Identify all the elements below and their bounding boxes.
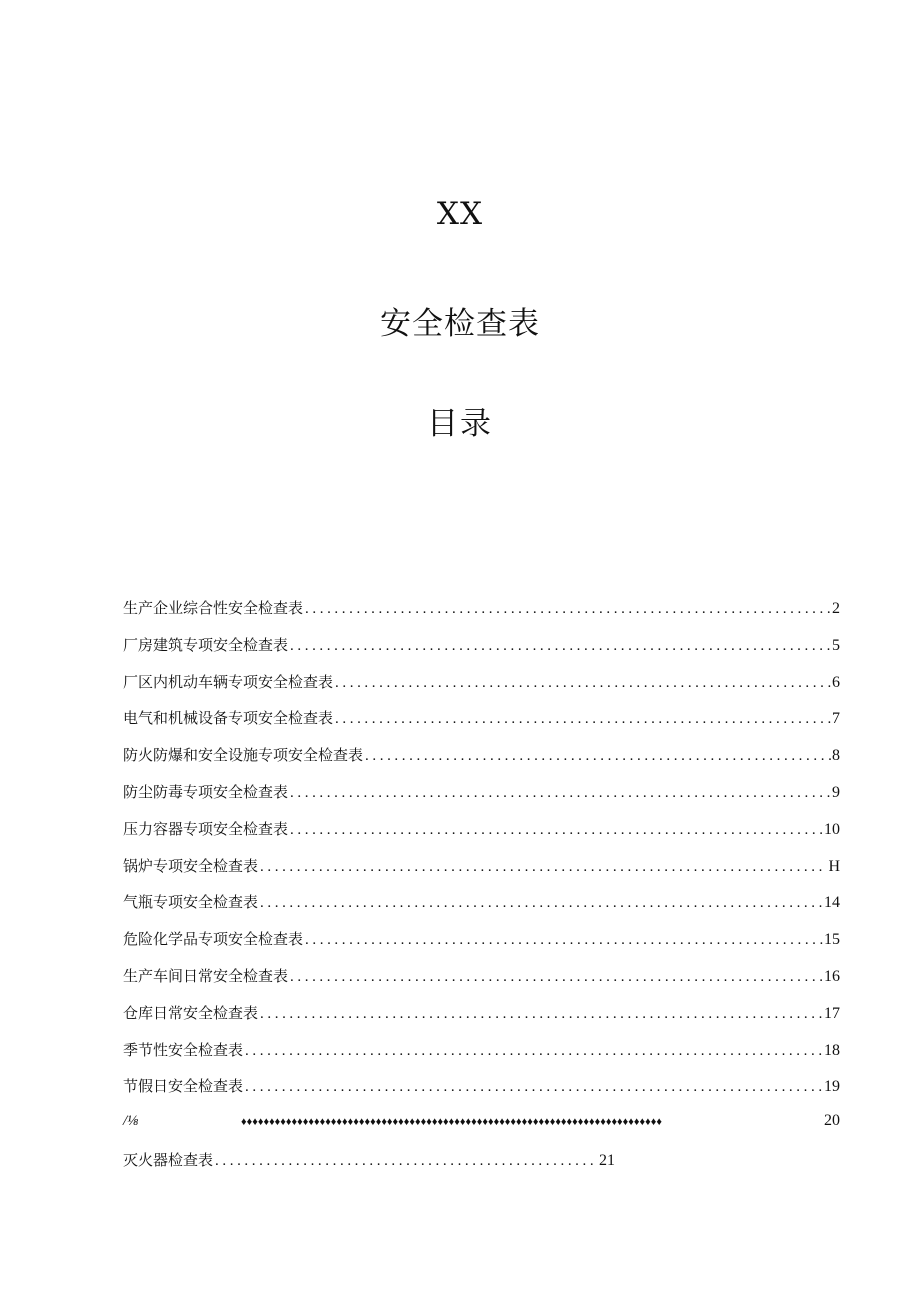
toc-entry[interactable] xyxy=(123,1075,840,1112)
toc-entry-page: 14 xyxy=(824,894,840,912)
toc-entry[interactable] xyxy=(123,671,840,708)
toc-dot-leader xyxy=(260,1006,823,1023)
toc-entry[interactable] xyxy=(123,928,840,965)
toc-entry-label: 灭火器检查表 xyxy=(123,1150,214,1169)
toc-entry-page: 17 xyxy=(824,1004,840,1022)
toc-entry-page: 16 xyxy=(824,967,840,985)
toc-entry[interactable] xyxy=(123,891,840,928)
toc-entry-label: 厂区内机动车辆专项安全检查表 xyxy=(123,672,334,691)
toc-heading: 目录 xyxy=(427,406,493,442)
toc-entry-page: 8 xyxy=(832,747,840,765)
toc-entry-label: 气瓶专项安全检查表 xyxy=(123,893,259,912)
toc-dot-leader xyxy=(290,969,823,986)
toc-entry-label: 防尘防毒专项安全检查表 xyxy=(123,782,289,801)
toc-dot-leader xyxy=(335,675,831,692)
toc-dot-leader xyxy=(245,1043,823,1060)
toc-entry-page: 5 xyxy=(832,636,840,654)
toc-entry[interactable] xyxy=(123,1002,840,1039)
toc-entry-page: H xyxy=(828,857,840,875)
toc-dot-leader xyxy=(215,1153,598,1170)
toc-entry-label: 季节性安全检查表 xyxy=(123,1040,244,1059)
toc-entry-page: 6 xyxy=(832,673,840,691)
toc-entry-label: /⅛ xyxy=(123,1113,139,1130)
toc-entry-page: 10 xyxy=(824,820,840,838)
toc-entry-label: 压力容器专项安全检查表 xyxy=(123,819,289,838)
toc-entry[interactable] xyxy=(123,744,840,781)
toc-entry-label: 厂房建筑专项安全检查表 xyxy=(123,635,289,654)
document-title: XX xyxy=(436,196,484,232)
toc-entry-page: 15 xyxy=(824,931,840,949)
toc-dot-leader xyxy=(245,1079,823,1096)
toc-entry-page: 2 xyxy=(832,600,840,617)
toc-entry-label: 仓库日常安全检查表 xyxy=(123,1003,259,1022)
toc-entry-page: 9 xyxy=(832,783,840,801)
toc-dot-leader xyxy=(290,785,831,802)
toc-dot-leader xyxy=(305,932,823,949)
toc-entry-label: 生产企业综合性安全检查表 xyxy=(123,599,304,617)
toc-entry-label: 电气和机械设备专项安全检查表 xyxy=(123,709,334,728)
toc-entry[interactable] xyxy=(123,818,840,855)
document-subtitle: 安全检查表 xyxy=(380,306,540,342)
toc-entry[interactable] xyxy=(123,855,840,892)
toc-dot-leader xyxy=(260,895,823,912)
toc-entry-page: 21 xyxy=(599,1151,615,1169)
toc-entry-label: 危险化学品专项安全检查表 xyxy=(123,930,304,949)
toc-entry[interactable] xyxy=(123,965,840,1002)
toc-dot-leader xyxy=(260,859,827,876)
toc-dot-leader xyxy=(305,601,831,618)
toc-entry[interactable] xyxy=(123,1149,615,1186)
toc-dot-leader xyxy=(335,711,831,728)
toc-entry[interactable] xyxy=(123,1039,840,1076)
toc-entry-label: 防火防爆和安全设施专项安全检查表 xyxy=(123,746,364,765)
toc-entry-page: 20 xyxy=(824,1112,840,1130)
toc-entry-page: 18 xyxy=(824,1041,840,1059)
toc-dot-leader xyxy=(365,748,831,765)
toc-diamond-leader xyxy=(241,1116,824,1128)
toc-entry-label: 锅炉专项安全检查表 xyxy=(123,856,259,875)
toc-entry-label: 节假日安全检查表 xyxy=(123,1077,244,1096)
table-of-contents xyxy=(123,597,840,1186)
toc-entry[interactable] xyxy=(123,634,840,671)
toc-entry[interactable] xyxy=(123,597,840,634)
toc-entry-page: 7 xyxy=(832,710,840,728)
toc-dot-leader xyxy=(290,822,823,839)
toc-entry[interactable] xyxy=(123,781,840,818)
toc-dot-leader xyxy=(290,638,831,655)
toc-entry-page: 19 xyxy=(824,1078,840,1096)
toc-entry[interactable] xyxy=(123,1112,840,1149)
toc-entry[interactable] xyxy=(123,707,840,744)
toc-entry-label: 生产车间日常安全检查表 xyxy=(123,966,289,985)
